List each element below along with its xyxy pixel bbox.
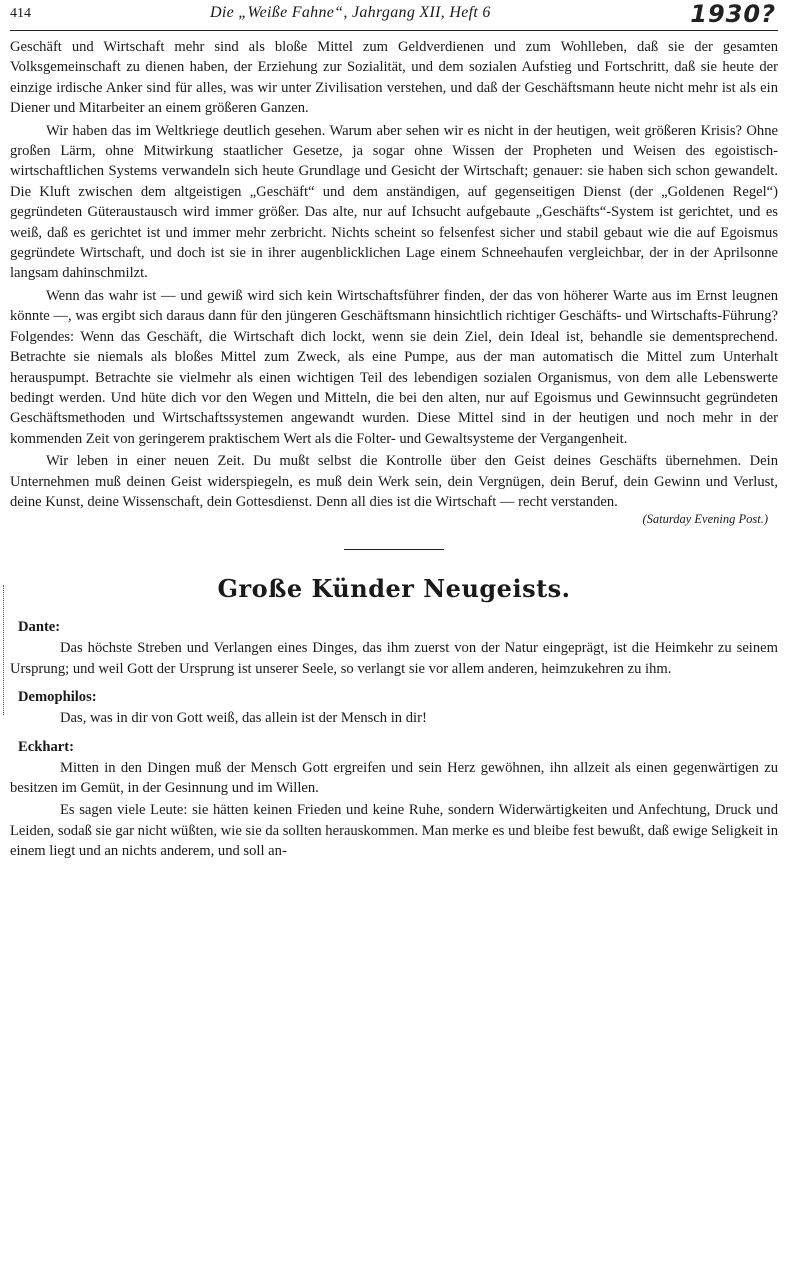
article-paragraph: Wir haben das im Weltkriege deutlich gesehen. Warum aber sehen wir es nicht in der heutigen, weit größeren Krisis? Ohne großen Lärm, ohne Mitwirkung staatlicher Gesetze, ja sogar ohne Wissen der Propheten und Weisen des egoistisch-wirtschaftlichen Systems verwandeln sich heute Grundlage und Gesicht der Wirtschaft; genauer: sie haben sich schon gewandelt. Die Kluft zwischen dem altgeistigen „Geschäft“ und dem anständigen, auf gegenseitigen Dienst (der „Goldenen Regel“) gegründeten Güteraustausch wird immer größer. Das alte, nur auf Ichsucht aufgebaute „Geschäfts“-System ist gerichtet, und es weiß, daß es gerichtet ist und immer mehr zerbricht. Nichts scheint so felsenfest sicher und stabil gebaut wie die auf Egoismus gegründete Wirtschaft, und doch ist sie in ihrer augenblicklichen Lage einem Schneehaufen vergleichbar, der in der Aprilsonne langsam dahinschmilzt. [10, 122, 778, 282]
margin-scan-mark [3, 585, 4, 715]
running-title: Die „Weiße Fahne“, Jahrgang XII, Heft 6 [210, 4, 491, 21]
speaker-name: Eckhart: [18, 738, 74, 755]
quote-entry-eckhart [10, 739, 778, 862]
article-source: (Saturday Evening Post.) [642, 512, 768, 527]
quote-text: Das, was in dir von Gott weiß, das allein ist der Mensch in dir! [60, 710, 427, 727]
article-paragraph: Wenn das wahr ist — und gewiß wird sich kein Wirtschaftsführer finden, der das von höherer Warte aus im Ernst leugnen könnte —, was ergibt sich daraus dann für den jüngeren Geschäftsmann hinsichtlich richtiger Geschäfts- und Wirtschafts-Führung? Folgendes: Wenn das Geschäft, die Wirtschaft dich lockt, wenn sie dein Ziel, dein Ideal ist, behandle sie dementsprechend. Betrachte sie niemals als bloßes Mittel zum Zweck, als eine Pumpe, aus der man automatisch die Mittel zum Unterhalt herauspumpt. Betrachte sie vielmehr als einen wichtigen Teil des lebendigen sozialen Organismus, von dem alle Lebenswerte bedingt werden. Und hüte dich vor den Wegen und Mitteln, die bei den alten, nur auf Egoismus und Gewinnsucht gegründeten Geschäftsmethoden und Wirtschaftssystemen angewandt wurden. Diese Mittel sind in der heutigen und noch mehr in der kommenden Zeit von geringerem praktischem Wert als die Folter- und Gewaltsysteme der Vergangenheit. [10, 287, 778, 447]
quote-text: Es sagen viele Leute: sie hätten keinen Frieden und keine Ruhe, sondern Widerwärtigkeiten und Anfechtung, Druck und Leiden, sodaß sie gar nicht wüßten, wie sie da sollten herauskommen. Man merke es und bleibe fest bewußt, daß ewige Seligkeit in einem liegt und an nichts anderem, und soll an- [10, 802, 778, 860]
section-divider [344, 549, 444, 550]
article-paragraph: Wir leben in einer neuen Zeit. Du mußt selbst die Kontrolle über den Geist deines Geschäfts übernehmen. Dein Unternehmen muß deinen Geist widerspiegeln, es muß dein Werk sein, dein Vergnügen, dein Beruf, dein Gewinn und Verlust, deine Kunst, deine Wissenschaft, dein Gottesdienst. Denn all dies ist die Wirtschaft — recht verstanden. [10, 453, 778, 510]
quote-text: Mitten in den Dingen muß der Mensch Gott ergreifen und sein Herz gewöhnen, ihn allzeit als einen gegenwärtigen zu besitzen im Gemüt, in der Gesinnung und im Willen. [10, 759, 778, 796]
section-title: Große Künder Neugeists. [217, 574, 571, 604]
article-paragraph: Geschäft und Wirtschaft mehr sind als bloße Mittel zum Geldverdienen und zum Wohlleben, daß sie der gesamten Volksgemeinschaft zu dienen haben, der Erziehung zur Sozialität, und dem sozialen Aufstieg und Fortschritt, daß sie heute der einzige irdische Anker sind für alles, was wir unter Zivilisation verstehen, und daß der Geschäftsmann heute nicht mehr ist als ein Diener und Mitarbeiter an einem größeren Ganzen. [10, 39, 778, 117]
quote-entry-demophilos [10, 689, 778, 728]
speaker-name: Demophilos: [18, 689, 97, 706]
page-number: 414 [10, 6, 31, 21]
running-header [10, 0, 778, 31]
quote-entry-dante [10, 619, 778, 679]
quote-text: Das höchste Streben und Verlangen eines Dinges, das ihm zuerst von der Natur eingeprägt, ist die Heimkehr zu seinem Ursprung; und weil Gott der Ursprung ist unserer Seele, so verlangt sie vor allem anderen, heimzukehren zu ihm. [10, 640, 778, 677]
handwritten-year-annotation: 1930? [690, 0, 776, 28]
article-body [10, 37, 778, 512]
speaker-name: Dante: [18, 619, 61, 636]
